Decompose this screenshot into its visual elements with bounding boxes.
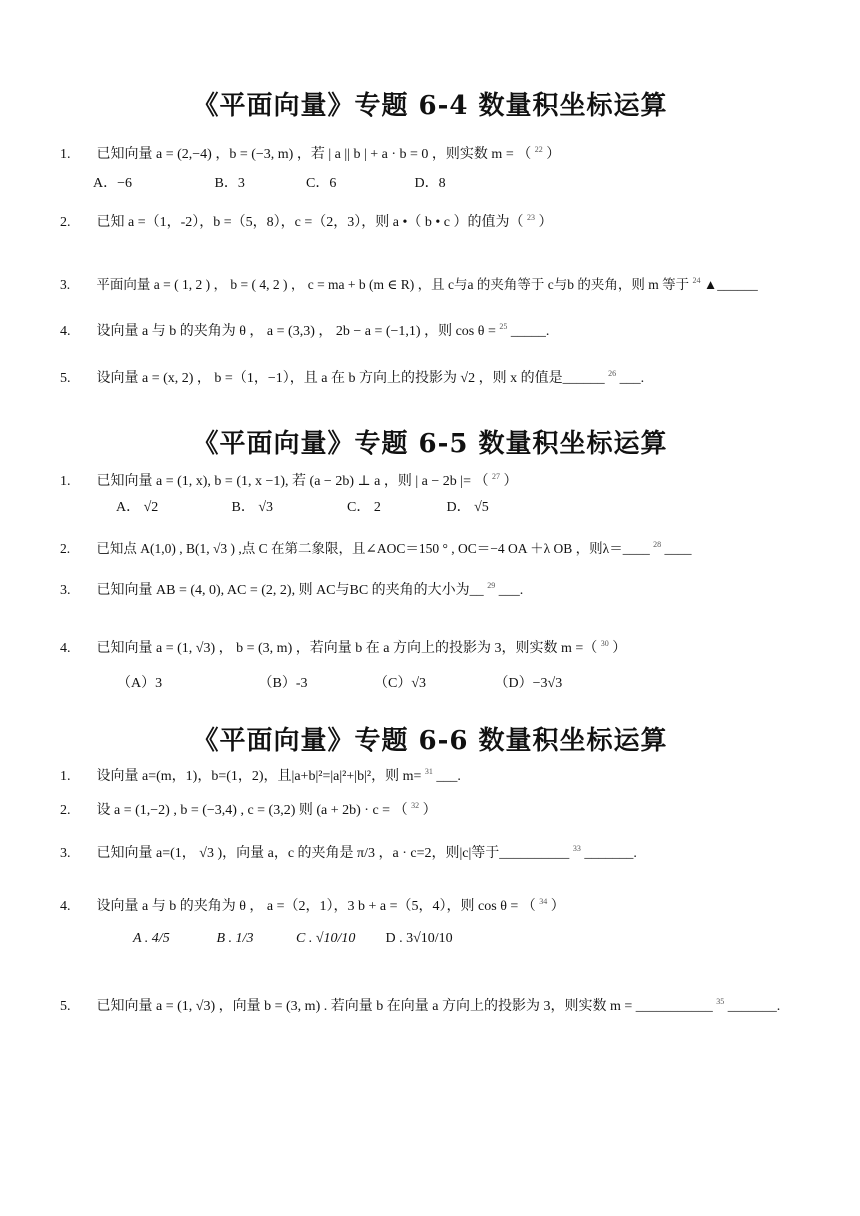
option-a: A．−6	[93, 176, 133, 191]
question-tail: ___.	[619, 371, 645, 386]
question-number: 4.	[60, 324, 71, 339]
question-tail: ）	[503, 474, 518, 489]
question-number: 5.	[60, 371, 71, 386]
question-tail: ）	[546, 147, 561, 162]
question-text: 已知 a =（1，-2），b =（5，8），c =（2，3），则 a •（ b • c ）的值为（	[96, 215, 524, 230]
question-tail: ）	[422, 803, 437, 818]
question-6-4-1	[60, 140, 820, 165]
question-text: 设 a = (1,−2) , b = (−3,4) , c = (3,2) 则 (a + 2b) · c = （	[96, 803, 408, 818]
question-text: 已知向量 a = (1, √3) ，向量 b = (3, m) . 若向量 b 在向量 a 方向上的投影为 3，则实数 m = ___________	[96, 999, 713, 1014]
question-6-5-3	[60, 576, 820, 601]
question-text: 已知点 A(1,0) , B(1, √3 ) ,点 C 在第二象限，且∠AOC＝150 ° , OC＝−4 OA ＋λ OB ，则λ＝____	[96, 541, 650, 556]
question-text: 设向量 a = (x, 2) ， b =（1，−1），且 a 在 b 方向上的投影为 √2 ，则 x 的值是______	[96, 371, 605, 386]
question-tail: ）	[538, 215, 553, 230]
option-d: D．8	[414, 176, 446, 191]
option-b: B . 1/3	[216, 931, 254, 946]
question-ref: 23	[527, 213, 536, 222]
question-text: 已知向量 a = (1, x), b = (1, x −1), 若 (a − 2b) ⊥ a ，则 | a − 2b |= （	[96, 474, 489, 489]
question-ref: 33	[572, 844, 581, 853]
question-6-4-2	[60, 208, 820, 233]
option-c: （C）√3	[374, 676, 427, 691]
question-ref: 31	[424, 767, 433, 776]
question-text: 设向量 a=(m，1)，b=(1，2)，且|a+b|²=|a|²+|b|²，则 m=	[96, 769, 422, 784]
question-6-4-3	[60, 271, 820, 295]
question-text: 平面向量 a = ( 1, 2 ) ， b = ( 4, 2 ) ， c = ma + b (m ∈ R) ，且 c与a 的夹角等于 c与b 的夹角，则 m 等于	[96, 277, 690, 292]
question-6-6-2	[60, 796, 820, 821]
question-ref: 26	[608, 369, 617, 378]
question-text: 已知向量 a = (1, √3) ， b = (3, m) ，若向量 b 在 a 方向上的投影为 3，则实数 m =（	[96, 641, 598, 656]
question-6-5-2	[60, 535, 820, 559]
question-ref: 25	[499, 322, 508, 331]
question-number: 3.	[60, 277, 71, 292]
question-6-4-5	[60, 364, 820, 389]
question-tail: ___.	[498, 583, 524, 598]
option-c: C．6	[306, 176, 337, 191]
question-number: 5.	[60, 999, 71, 1014]
question-number: 1.	[60, 474, 71, 489]
question-number: 2.	[60, 215, 71, 230]
option-d: D . 3√10/10	[385, 931, 453, 946]
question-ref: 29	[487, 581, 496, 590]
question-number: 4.	[60, 899, 71, 914]
question-6-6-5	[60, 992, 820, 1017]
question-ref: 35	[716, 997, 725, 1006]
option-c: C． 2	[347, 500, 381, 515]
question-text: 已知向量 a=(1， √3 )，向量 a，c 的夹角是 π/3 ，a · c=2，则|c|等于__________	[96, 846, 570, 861]
option-c: C . √10/10	[296, 931, 356, 946]
question-tail: ▲______	[703, 277, 758, 292]
question-text: 设向量 a 与 b 的夹角为 θ ， a =（2，1），3 b + a =（5，4），则 cos θ = （	[96, 899, 536, 914]
question-tail: _______.	[584, 846, 637, 861]
question-text: 设向量 a 与 b 的夹角为 θ ， a = (3,3) ， 2b − a = (−1,1) ，则 cos θ =	[96, 324, 500, 339]
question-number: 1.	[60, 769, 71, 784]
section-title-6-6: 《平面向量》专题 6-6 数量积坐标运算	[192, 726, 668, 756]
question-number: 2.	[60, 803, 71, 818]
options-6-4-1	[93, 172, 446, 192]
option-a: A . 4/5	[133, 931, 170, 946]
question-6-5-4	[60, 634, 820, 659]
question-number: 3.	[60, 583, 71, 598]
question-number: 1.	[60, 147, 71, 162]
question-ref: 22	[534, 145, 543, 154]
option-a: A． √2	[116, 500, 159, 515]
question-ref: 32	[411, 801, 420, 810]
section-title-6-4: 《平面向量》专题 6-4 数量积坐标运算	[192, 91, 668, 121]
question-ref: 30	[600, 639, 609, 648]
question-number: 3.	[60, 846, 71, 861]
options-6-6-4	[133, 931, 453, 947]
options-6-5-4	[117, 672, 562, 692]
option-b: （B）-3	[258, 676, 308, 691]
option-b: B．3	[214, 176, 245, 191]
question-text: 已知向量 a = (2,−4) ，b = (−3, m) ，若 | a || b | + a · b = 0 ，则实数 m = （	[96, 147, 532, 162]
question-6-6-4	[60, 892, 820, 917]
question-ref: 34	[539, 897, 548, 906]
question-tail: ）	[550, 899, 565, 914]
question-ref: 24	[692, 276, 701, 285]
question-tail: _____.	[510, 324, 550, 339]
question-number: 2.	[60, 541, 71, 556]
question-tail: ___.	[436, 769, 461, 784]
question-text: 已知向量 AB = (4, 0), AC = (2, 2), 则 AC与BC 的夹角的大小为__	[96, 583, 484, 598]
question-number: 4.	[60, 641, 71, 656]
question-6-6-3	[60, 839, 820, 864]
question-ref: 28	[653, 540, 662, 549]
question-6-4-4	[60, 317, 820, 342]
option-d: （D）−3√3	[494, 676, 563, 691]
question-tail: _______.	[727, 999, 781, 1014]
option-d: D． √5	[446, 500, 489, 515]
question-tail: ）	[612, 641, 627, 656]
options-6-5-1	[116, 496, 489, 516]
question-tail: ____	[664, 541, 692, 556]
option-a: （A）3	[117, 676, 163, 691]
option-b: B． √3	[231, 500, 274, 515]
question-6-5-1	[60, 467, 820, 492]
section-title-6-5: 《平面向量》专题 6-5 数量积坐标运算	[192, 429, 668, 459]
question-6-6-1	[60, 762, 820, 787]
question-ref: 27	[491, 472, 500, 481]
